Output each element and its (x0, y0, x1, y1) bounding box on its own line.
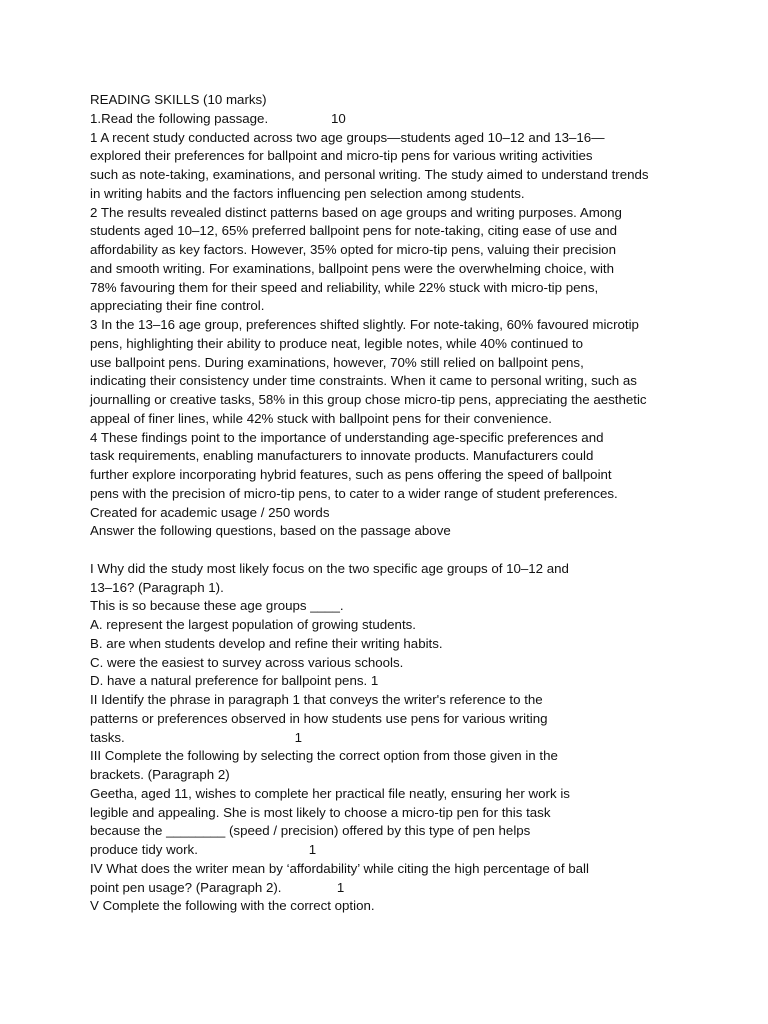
text-line: legible and appealing. She is most likely to choose a micro-tip pen for this task (90, 804, 551, 820)
text-line: 2 The results revealed distinct patterns based on age groups and writing purposes. Among (90, 204, 622, 220)
text-line: This is so because these age groups ____. (90, 598, 344, 614)
text-line: such as note-taking, examinations, and personal writing. The study aimed to understand trends (90, 167, 649, 182)
text-line: and smooth writing. For examinations, ballpoint pens were the overwhelming choice, with (90, 260, 615, 276)
text-line: 78% favouring them for their speed and reliability, while 22% stuck with micro-tip pens, (90, 279, 599, 295)
text-line: III Complete the following by selecting the correct option from those given in the (90, 748, 558, 764)
text-line: in writing habits and the factors influencing pen selection among students. (90, 185, 525, 201)
text-line: because the ________ (speed / precision) offered by this type of pen helps (90, 823, 531, 839)
text-line: 3 In the 13–16 age group, preferences shifted slightly. For note-taking, 60% favoured microtip (90, 317, 639, 332)
text-line: IV What does the writer mean by ‘affordability’ while citing the high percentage of ball (90, 860, 589, 876)
text-line: tasks. 1 (90, 729, 303, 745)
text-line: task requirements, enabling manufacturers to innovate products. Manufacturers could (90, 448, 594, 464)
text-line: II Identify the phrase in paragraph 1 that conveys the writer's reference to the (90, 692, 543, 707)
text-line: use ballpoint pens. During examinations, however, 70% still relied on ballpoint pens, (90, 354, 584, 370)
text-line (90, 541, 690, 560)
text-line: A. represent the largest population of growing students. (90, 617, 416, 632)
text-line: students aged 10–12, 65% preferred ballpoint pens for note-taking, citing ease of use and (90, 223, 618, 239)
text-line: explored their preferences for ballpoint and micro-tip pens for various writing activities (90, 148, 593, 164)
text-line: V Complete the following with the correct option. (90, 898, 375, 914)
text-line: READING SKILLS (10 marks) (90, 92, 267, 107)
text-line: brackets. (Paragraph 2) (90, 767, 230, 782)
text-line: I Why did the study most likely focus on the two specific age groups of 10–12 and (90, 560, 569, 576)
text-line: Geetha, aged 11, wishes to complete her practical file neatly, ensuring her work is (90, 785, 570, 801)
text-line: 13–16? (Paragraph 1). (90, 579, 224, 595)
text-line: indicating their consistency under time constraints. When it came to personal writing, such as (90, 373, 637, 389)
text-line: point pen usage? (Paragraph 2). 1 (90, 879, 345, 895)
document-body (90, 91, 690, 916)
text-line: further explore incorporating hybrid features, such as pens offering the speed of ballpoint (90, 467, 612, 482)
text-line: journalling or creative tasks, 58% in this group chose micro-tip pens, appreciating the aesthetic (90, 392, 647, 407)
text-line: pens, highlighting their ability to produce neat, legible notes, while 40% continued to (90, 335, 584, 351)
text-line: patterns or preferences observed in how students use pens for various writing (90, 710, 548, 726)
text-line: appeal of finer lines, while 42% stuck with ballpoint pens for their convenience. (90, 410, 552, 426)
text-line: 1 A recent study conducted across two age groups—students aged 10–12 and 13–16— (90, 129, 605, 145)
text-line: 1.Read the following passage. 10 (90, 110, 346, 126)
text-line: produce tidy work. 1 (90, 842, 317, 857)
text-line: B. are when students develop and refine their writing habits. (90, 635, 443, 651)
text-line: 4 These findings point to the importance of understanding age-specific preferences and (90, 429, 604, 445)
text-line: C. were the easiest to survey across various schools. (90, 654, 404, 670)
text-line: D. have a natural preference for ballpoint pens. 1 (90, 673, 379, 689)
text-line: pens with the precision of micro-tip pens, to cater to a wider range of student preferences. (90, 485, 618, 501)
text-line: affordability as key factors. However, 35% opted for micro-tip pens, valuing their precision (90, 242, 616, 257)
text-line: Created for academic usage / 250 words (90, 504, 330, 520)
text-line: Answer the following questions, based on the passage above (90, 523, 451, 539)
text-line: appreciating their fine control. (90, 298, 265, 314)
